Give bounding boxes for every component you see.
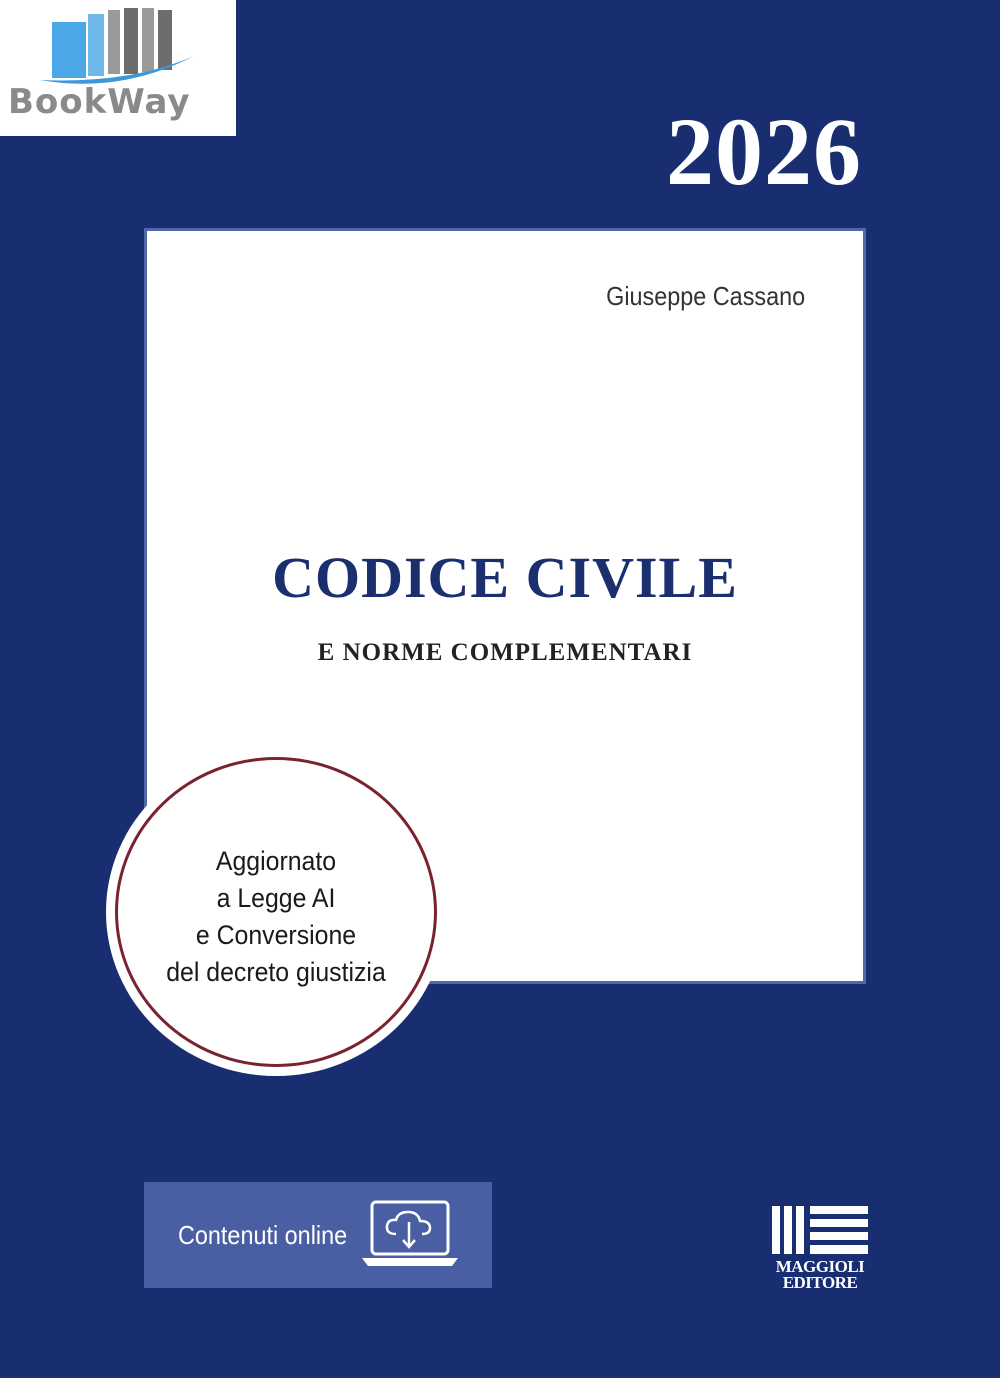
bookway-logo[interactable] — [0, 0, 236, 136]
online-content-box[interactable] — [144, 1182, 492, 1288]
publisher-logo[interactable] — [770, 1206, 870, 1292]
badge-line: a Legge AI — [216, 883, 336, 913]
laptop-cloud-download-icon — [360, 1196, 460, 1272]
book-title: CODICE CIVILE — [272, 545, 738, 610]
publisher-name: MAGGIOLI — [775, 1257, 865, 1276]
author-name: Giuseppe Cassano — [605, 281, 805, 311]
badge-line: Aggiornato — [215, 846, 337, 876]
maggioli-logo-icon — [770, 1206, 870, 1256]
badge-line: del decreto giustizia — [166, 957, 386, 987]
edition-year: 2026 — [666, 98, 862, 205]
update-badge — [106, 748, 446, 1076]
badge-line: e Conversione — [195, 920, 357, 950]
logo-wordmark: BookWay — [8, 82, 191, 122]
online-content-label: Contenuti online — [178, 1220, 348, 1250]
badge-text — [111, 843, 441, 991]
publisher-subname: EDITORE — [782, 1273, 858, 1292]
book-subtitle: E NORME COMPLEMENTARI — [317, 639, 693, 666]
